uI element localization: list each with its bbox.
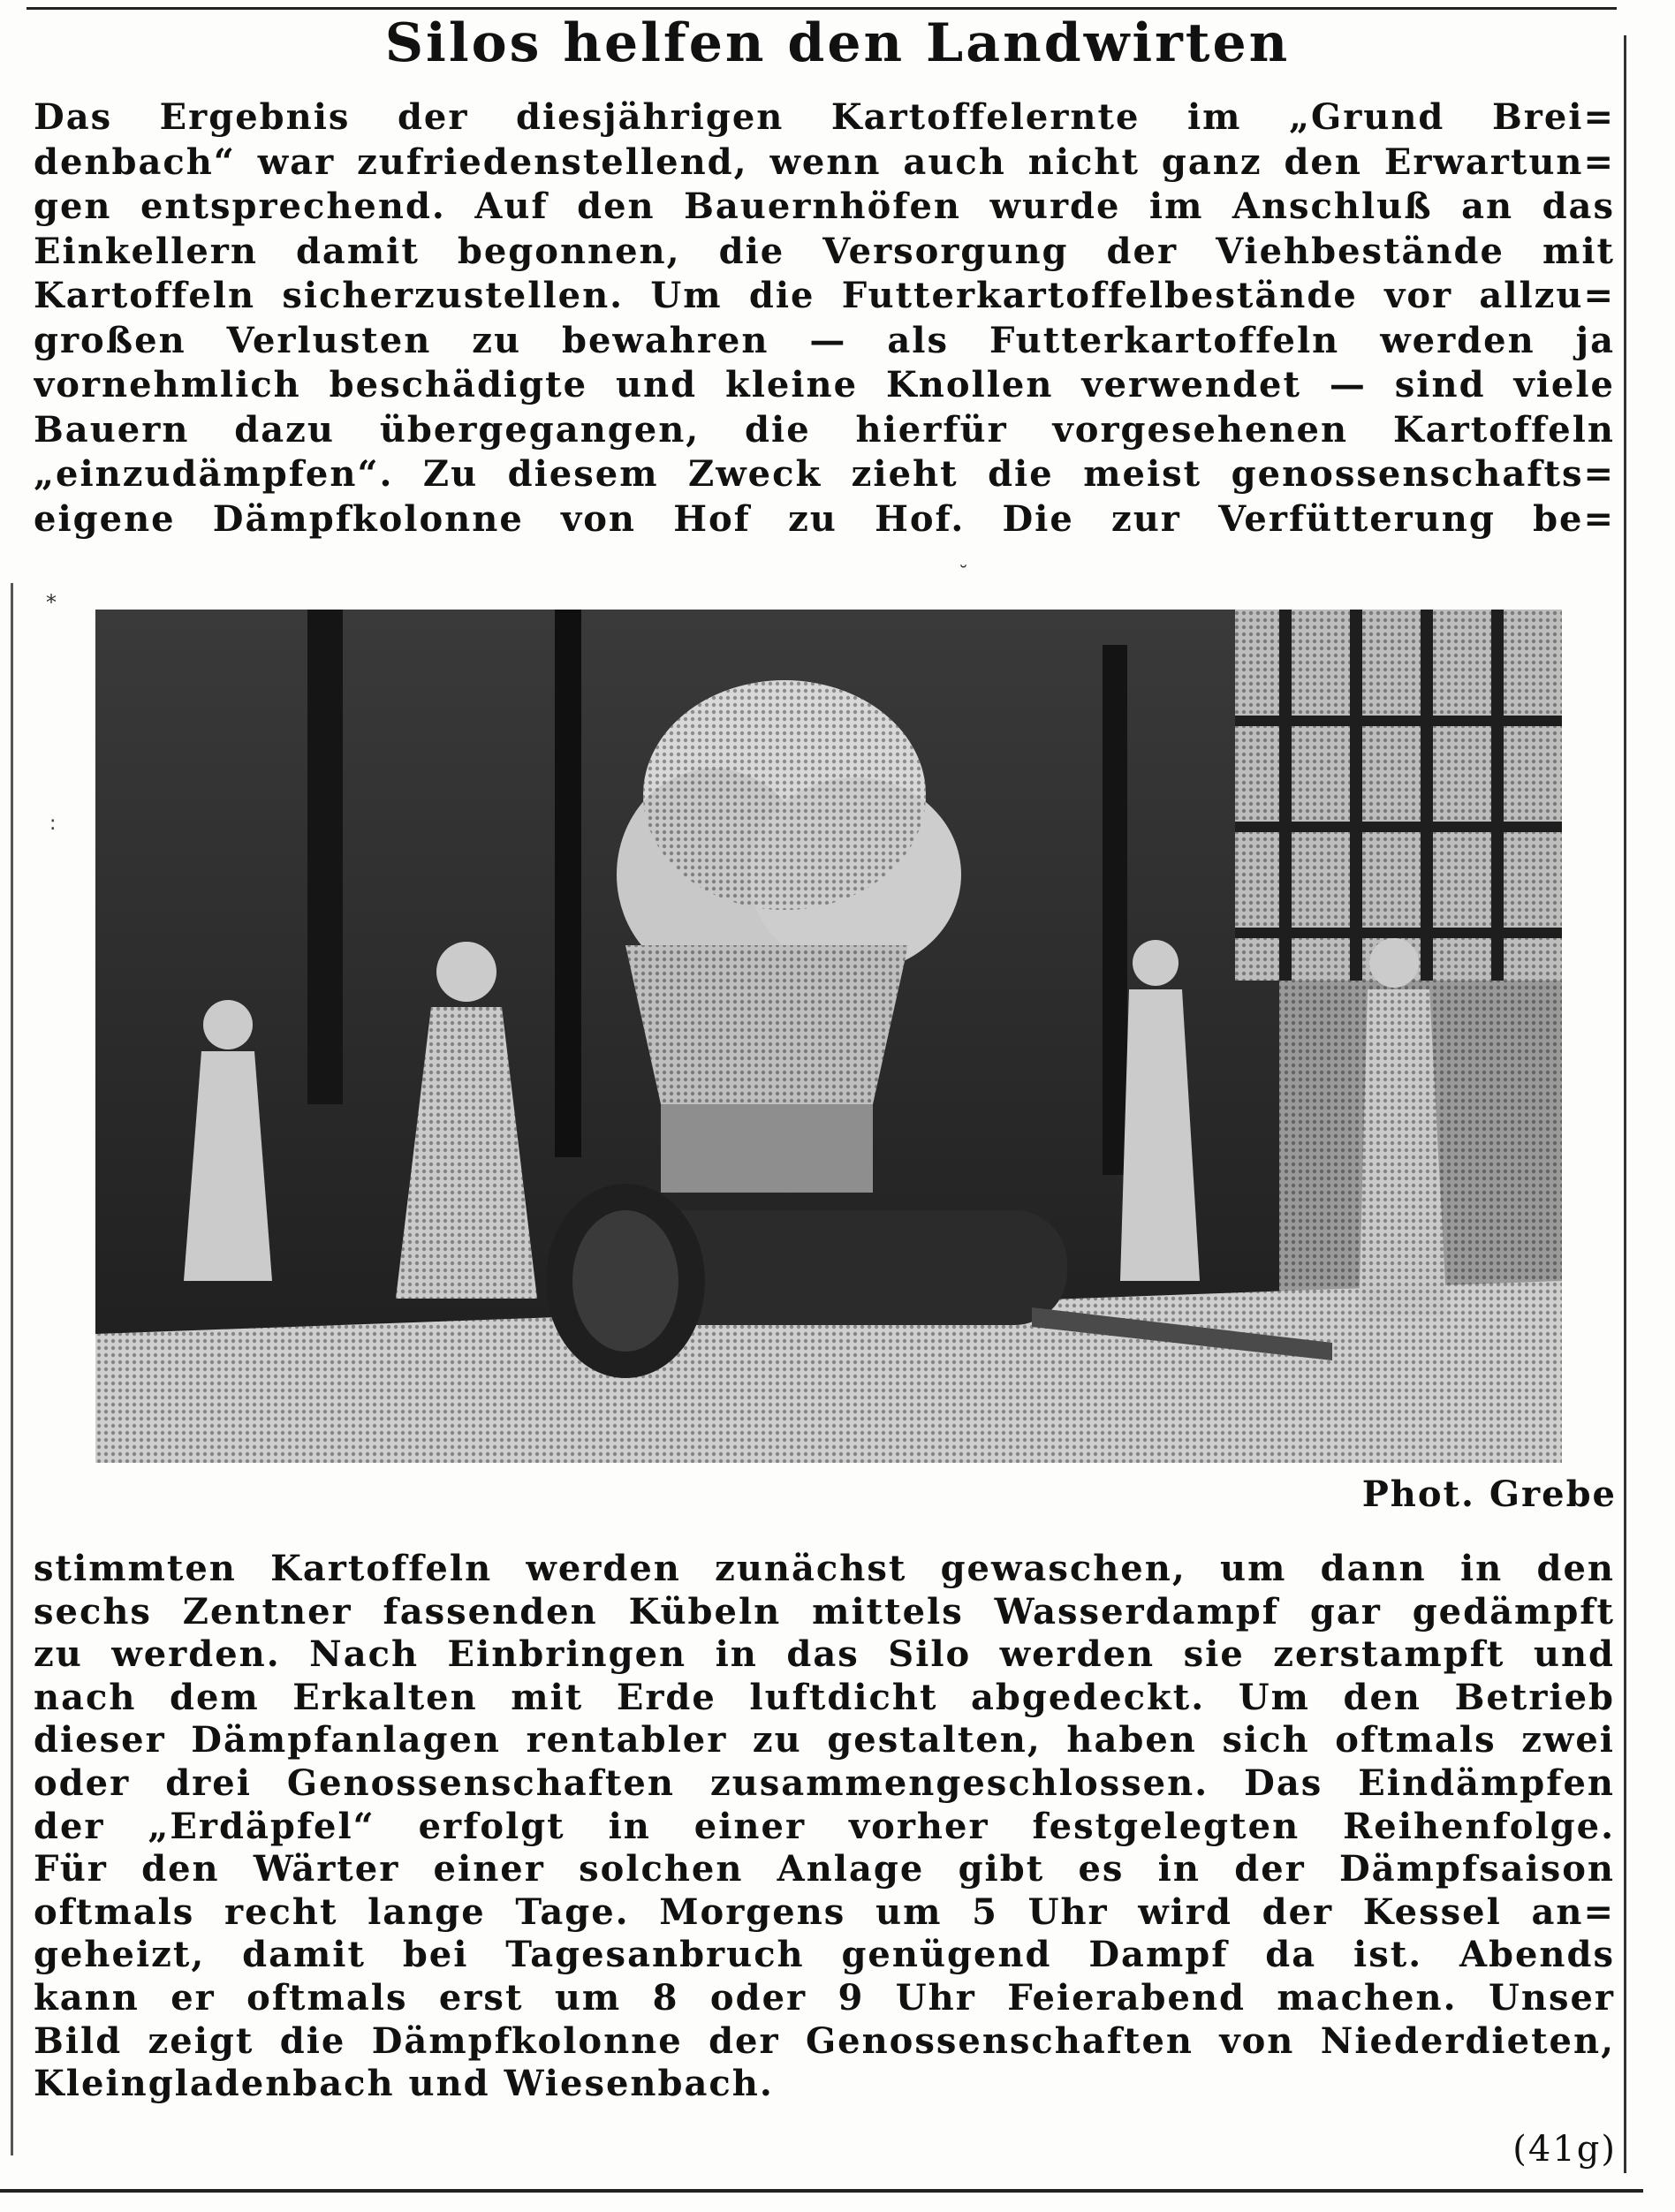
- left-column-rule: [11, 583, 13, 2155]
- print-speck: ˘: [959, 564, 968, 586]
- text-line: Einkellern damit begonnen, die Versorgung der Viehbestände mit: [34, 230, 1615, 272]
- text-line: Bild zeigt die Dämpfkolonne der Genossenschaften von Niederdieten,: [34, 2019, 1615, 2062]
- bottom-rule: [0, 2189, 1643, 2193]
- text-line: Bauern dazu übergegangen, die hierfür vorgesehenen Kartoffeln: [34, 408, 1615, 451]
- text-line: gen entsprechend. Auf den Bauernhöfen wurde im Anschluß an das: [34, 186, 1615, 227]
- text-line: vornehmlich beschädigte und kleine Knollen verwendet — sind viele: [34, 364, 1615, 405]
- article-headline: Silos helfen den Landwirten: [384, 12, 1291, 74]
- text-line: Für den Wärter einer solchen Anlage gibt es in der Dämpfsaison: [34, 1848, 1615, 1890]
- print-speck: *: [46, 590, 57, 615]
- text-line: oftmals recht lange Tage. Morgens um 5 Uhr wird der Kessel an=: [34, 1890, 1615, 1933]
- text-line: Kartoffeln sicherzustellen. Um die Futterkartoffelbestände vor allzu=: [34, 275, 1615, 316]
- text-line: nach dem Erkalten mit Erde luftdicht abgedeckt. Um den Betrieb: [34, 1676, 1615, 1718]
- article-paragraph-bottom: [34, 1548, 1615, 2106]
- reference-code: (41g): [1512, 2129, 1617, 2170]
- text-line: dieser Dämpfanlagen rentabler zu gestalten, haben sich oftmals zwei: [34, 1719, 1615, 1761]
- text-line: stimmten Kartoffeln werden zunächst gewaschen, um dann in den: [34, 1548, 1615, 1589]
- text-line: oder drei Genossenschaften zusammengeschlossen. Das Eindämpfen: [34, 1761, 1615, 1804]
- text-line: Kleingladenbach und Wiesenbach.: [34, 2063, 774, 2105]
- news-photo-steaming-column: [95, 610, 1562, 1463]
- text-line: sechs Zentner fassenden Kübeln mittels Wasserdampf gar gedämpft: [34, 1590, 1615, 1632]
- right-column-rule: [1624, 35, 1626, 2173]
- text-line: eigene Dämpfkolonne von Hof zu Hof. Die zur Verfütterung be=: [34, 497, 1615, 540]
- text-line: zu werden. Nach Einbringen in das Silo werden sie zerstampft und: [34, 1633, 1615, 1676]
- article-paragraph-top: [34, 95, 1615, 542]
- text-line: denbach“ war zufriedenstellend, wenn auch nicht ganz den Erwartun=: [34, 140, 1615, 183]
- print-speck: :: [49, 813, 57, 835]
- text-line: kann er oftmals erst um 8 oder 9 Uhr Feierabend machen. Unser: [34, 1976, 1615, 2019]
- text-line: Das Ergebnis der diesjährigen Kartoffelernte im „Grund Brei=: [34, 96, 1615, 138]
- photo-credit: Phot. Grebe: [1361, 1473, 1617, 1515]
- text-line: großen Verlusten zu bewahren — als Futterkartoffeln werden ja: [34, 319, 1615, 361]
- text-line: geheizt, damit bei Tagesanbruch genügend Dampf da ist. Abends: [34, 1934, 1615, 1976]
- text-line: „einzudämpfen“. Zu diesem Zweck zieht die meist genossenschafts=: [34, 453, 1615, 495]
- top-rule: [27, 7, 1617, 10]
- text-line: der „Erdäpfel“ erfolgt in einer vorher festgelegten Reihenfolge.: [34, 1805, 1615, 1847]
